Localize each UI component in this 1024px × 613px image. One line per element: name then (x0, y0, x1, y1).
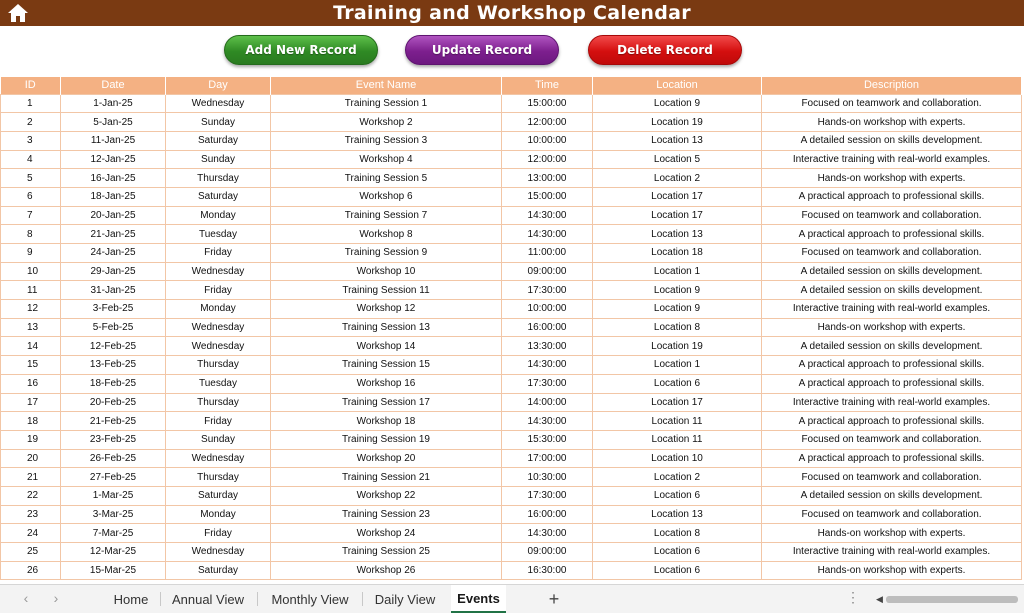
cell-time[interactable]: 15:00:00 (502, 94, 593, 113)
cell-event-name[interactable]: Workshop 14 (271, 337, 502, 356)
cell-location[interactable]: Location 8 (593, 524, 762, 543)
cell-date[interactable]: 5-Jan-25 (61, 113, 166, 132)
cell-description[interactable]: A detailed session on skills development. (762, 262, 1022, 281)
cell-event-name[interactable]: Training Session 13 (271, 318, 502, 337)
cell-location[interactable]: Location 10 (593, 449, 762, 468)
table-row[interactable] (1, 468, 1022, 487)
cell-day[interactable]: Thursday (166, 468, 271, 487)
cell-time[interactable]: 17:30:00 (502, 281, 593, 300)
cell-description[interactable]: Interactive training with real-world examples. (762, 300, 1022, 319)
cell-date[interactable]: 24-Jan-25 (61, 244, 166, 263)
cell-time[interactable]: 17:30:00 (502, 486, 593, 505)
cell-day[interactable]: Monday (166, 505, 271, 524)
cell-event-name[interactable]: Workshop 8 (271, 225, 502, 244)
cell-day[interactable]: Sunday (166, 150, 271, 169)
cell-location[interactable]: Location 13 (593, 131, 762, 150)
cell-date[interactable]: 3-Feb-25 (61, 300, 166, 319)
column-header-time[interactable]: Time (502, 77, 593, 94)
cell-location[interactable]: Location 17 (593, 206, 762, 225)
cell-event-name[interactable]: Training Session 1 (271, 94, 502, 113)
cell-time[interactable]: 11:00:00 (502, 244, 593, 263)
cell-id[interactable]: 12 (1, 300, 61, 319)
cell-day[interactable]: Tuesday (166, 374, 271, 393)
cell-id[interactable]: 22 (1, 486, 61, 505)
cell-day[interactable]: Thursday (166, 393, 271, 412)
cell-time[interactable]: 12:00:00 (502, 150, 593, 169)
cell-location[interactable]: Location 1 (593, 262, 762, 281)
sheet-tab-daily-view[interactable]: Daily View (374, 591, 436, 607)
plus-icon[interactable]: + (548, 588, 560, 609)
table-row[interactable] (1, 393, 1022, 412)
cell-time[interactable]: 14:00:00 (502, 393, 593, 412)
cell-event-name[interactable]: Training Session 15 (271, 356, 502, 375)
table-row[interactable] (1, 187, 1022, 206)
cell-event-name[interactable]: Workshop 24 (271, 524, 502, 543)
cell-date[interactable]: 12-Jan-25 (61, 150, 166, 169)
cell-time[interactable]: 15:00:00 (502, 187, 593, 206)
next-sheet-arrow-icon[interactable]: › (53, 590, 59, 606)
cell-description[interactable]: Interactive training with real-world examples. (762, 150, 1022, 169)
horizontal-scrollbar[interactable] (876, 594, 1020, 604)
table-row[interactable] (1, 262, 1022, 281)
cell-id[interactable]: 13 (1, 318, 61, 337)
cell-date[interactable]: 7-Mar-25 (61, 524, 166, 543)
cell-location[interactable]: Location 17 (593, 393, 762, 412)
cell-id[interactable]: 17 (1, 393, 61, 412)
cell-description[interactable]: Interactive training with real-world examples. (762, 393, 1022, 412)
cell-id[interactable]: 8 (1, 225, 61, 244)
page-title: Training and Workshop Calendar (333, 2, 691, 24)
table-row[interactable] (1, 150, 1022, 169)
cell-event-name[interactable]: Workshop 26 (271, 561, 502, 580)
sheet-tab-annual-view[interactable]: Annual View (171, 591, 245, 607)
cell-time[interactable]: 16:00:00 (502, 318, 593, 337)
cell-location[interactable]: Location 13 (593, 225, 762, 244)
cell-time[interactable]: 16:30:00 (502, 561, 593, 580)
cell-id[interactable]: 18 (1, 412, 61, 431)
cell-description[interactable]: A practical approach to professional skills. (762, 187, 1022, 206)
cell-time[interactable]: 14:30:00 (502, 524, 593, 543)
cell-id[interactable]: 16 (1, 374, 61, 393)
more-options-icon[interactable]: ⋮ (846, 589, 860, 605)
cell-time[interactable]: 12:00:00 (502, 113, 593, 132)
table-row[interactable] (1, 337, 1022, 356)
cell-id[interactable]: 1 (1, 94, 61, 113)
cell-date[interactable]: 12-Mar-25 (61, 543, 166, 562)
cell-date[interactable]: 21-Jan-25 (61, 225, 166, 244)
table-row[interactable] (1, 131, 1022, 150)
table-row[interactable] (1, 225, 1022, 244)
cell-location[interactable]: Location 2 (593, 468, 762, 487)
cell-date[interactable]: 12-Feb-25 (61, 337, 166, 356)
cell-date[interactable]: 5-Feb-25 (61, 318, 166, 337)
table-row[interactable] (1, 300, 1022, 319)
events-table-area (0, 77, 1024, 583)
cell-event-name[interactable]: Training Session 23 (271, 505, 502, 524)
table-row[interactable] (1, 318, 1022, 337)
cell-day[interactable]: Sunday (166, 113, 271, 132)
column-header-date[interactable]: Date (61, 77, 166, 94)
cell-event-name[interactable]: Training Session 19 (271, 430, 502, 449)
cell-event-name[interactable]: Workshop 20 (271, 449, 502, 468)
cell-event-name[interactable]: Workshop 6 (271, 187, 502, 206)
cell-date[interactable]: 1-Jan-25 (61, 94, 166, 113)
cell-day[interactable]: Saturday (166, 131, 271, 150)
cell-description[interactable]: A practical approach to professional skills. (762, 225, 1022, 244)
cell-time[interactable]: 17:00:00 (502, 449, 593, 468)
cell-time[interactable]: 09:00:00 (502, 262, 593, 281)
cell-event-name[interactable]: Workshop 10 (271, 262, 502, 281)
cell-id[interactable]: 10 (1, 262, 61, 281)
tab-divider (160, 592, 161, 606)
cell-time[interactable]: 15:30:00 (502, 430, 593, 449)
cell-location[interactable]: Location 6 (593, 561, 762, 580)
cell-event-name[interactable]: Workshop 16 (271, 374, 502, 393)
sheet-tab-home[interactable]: Home (113, 591, 149, 607)
cell-date[interactable]: 20-Jan-25 (61, 206, 166, 225)
cell-location[interactable]: Location 18 (593, 244, 762, 263)
table-row[interactable] (1, 430, 1022, 449)
table-row[interactable] (1, 94, 1022, 113)
cell-time[interactable]: 13:00:00 (502, 169, 593, 188)
cell-time[interactable]: 13:30:00 (502, 337, 593, 356)
cell-description[interactable]: A detailed session on skills development. (762, 337, 1022, 356)
cell-id[interactable]: 7 (1, 206, 61, 225)
cell-time[interactable]: 14:30:00 (502, 412, 593, 431)
table-row[interactable] (1, 412, 1022, 431)
cell-date[interactable]: 27-Feb-25 (61, 468, 166, 487)
cell-time[interactable]: 14:30:00 (502, 206, 593, 225)
title-bar (0, 0, 1024, 26)
cell-date[interactable]: 3-Mar-25 (61, 505, 166, 524)
cell-day[interactable]: Thursday (166, 169, 271, 188)
cell-event-name[interactable]: Training Session 17 (271, 393, 502, 412)
cell-day[interactable]: Monday (166, 300, 271, 319)
cell-date[interactable]: 29-Jan-25 (61, 262, 166, 281)
cell-description[interactable]: A practical approach to professional skills. (762, 449, 1022, 468)
cell-time[interactable]: 17:30:00 (502, 374, 593, 393)
cell-date[interactable]: 13-Feb-25 (61, 356, 166, 375)
cell-id[interactable]: 3 (1, 131, 61, 150)
cell-date[interactable]: 15-Mar-25 (61, 561, 166, 580)
cell-id[interactable]: 15 (1, 356, 61, 375)
update-record-button[interactable]: Update Record (405, 35, 559, 65)
cell-location[interactable]: Location 11 (593, 430, 762, 449)
column-header-event-name[interactable]: Event Name (271, 77, 502, 94)
cell-id[interactable]: 23 (1, 505, 61, 524)
cell-description[interactable]: A practical approach to professional skills. (762, 356, 1022, 375)
cell-location[interactable]: Location 13 (593, 505, 762, 524)
cell-location[interactable]: Location 9 (593, 300, 762, 319)
cell-id[interactable]: 19 (1, 430, 61, 449)
table-row[interactable] (1, 356, 1022, 375)
cell-day[interactable]: Friday (166, 244, 271, 263)
cell-id[interactable]: 9 (1, 244, 61, 263)
sheet-tab-bar (0, 584, 1024, 613)
sheet-tab-monthly-view[interactable]: Monthly View (271, 591, 349, 607)
cell-id[interactable]: 24 (1, 524, 61, 543)
table-row[interactable] (1, 169, 1022, 188)
cell-date[interactable]: 18-Jan-25 (61, 187, 166, 206)
cell-id[interactable]: 21 (1, 468, 61, 487)
events-table (0, 77, 1022, 580)
cell-description[interactable]: Focused on teamwork and collaboration. (762, 468, 1022, 487)
cell-event-name[interactable]: Training Session 21 (271, 468, 502, 487)
cell-time[interactable]: 10:00:00 (502, 300, 593, 319)
cell-description[interactable]: A detailed session on skills development. (762, 281, 1022, 300)
delete-record-button[interactable]: Delete Record (588, 35, 742, 65)
table-body (1, 94, 1022, 580)
cell-description[interactable]: Hands-on workshop with experts. (762, 318, 1022, 337)
cell-id[interactable]: 20 (1, 449, 61, 468)
cell-id[interactable]: 11 (1, 281, 61, 300)
scrollbar-thumb[interactable] (886, 596, 1018, 603)
cell-location[interactable]: Location 11 (593, 412, 762, 431)
cell-description[interactable]: Focused on teamwork and collaboration. (762, 505, 1022, 524)
cell-day[interactable]: Wednesday (166, 449, 271, 468)
cell-time[interactable]: 09:00:00 (502, 543, 593, 562)
cell-day[interactable]: Saturday (166, 561, 271, 580)
cell-event-name[interactable]: Workshop 4 (271, 150, 502, 169)
cell-description[interactable]: Focused on teamwork and collaboration. (762, 244, 1022, 263)
cell-event-name[interactable]: Training Session 3 (271, 131, 502, 150)
cell-day[interactable]: Friday (166, 281, 271, 300)
table-row[interactable] (1, 244, 1022, 263)
cell-date[interactable]: 21-Feb-25 (61, 412, 166, 431)
cell-time[interactable]: 10:00:00 (502, 131, 593, 150)
cell-date[interactable]: 18-Feb-25 (61, 374, 166, 393)
cell-event-name[interactable]: Training Session 5 (271, 169, 502, 188)
cell-day[interactable]: Friday (166, 412, 271, 431)
cell-id[interactable]: 25 (1, 543, 61, 562)
column-header-description[interactable]: Description (762, 77, 1022, 94)
cell-location[interactable]: Location 5 (593, 150, 762, 169)
cell-description[interactable]: Focused on teamwork and collaboration. (762, 206, 1022, 225)
cell-time[interactable]: 14:30:00 (502, 356, 593, 375)
cell-location[interactable]: Location 6 (593, 486, 762, 505)
cell-id[interactable]: 26 (1, 561, 61, 580)
cell-date[interactable]: 20-Feb-25 (61, 393, 166, 412)
cell-description[interactable]: Focused on teamwork and collaboration. (762, 94, 1022, 113)
cell-time[interactable]: 14:30:00 (502, 225, 593, 244)
cell-location[interactable]: Location 2 (593, 169, 762, 188)
cell-day[interactable]: Monday (166, 206, 271, 225)
table-row[interactable] (1, 113, 1022, 132)
home-icon (7, 3, 29, 23)
cell-description[interactable]: A detailed session on skills development. (762, 486, 1022, 505)
cell-location[interactable]: Location 6 (593, 543, 762, 562)
prev-sheet-arrow-icon[interactable]: ‹ (23, 590, 29, 606)
cell-event-name[interactable]: Training Session 9 (271, 244, 502, 263)
cell-location[interactable]: Location 19 (593, 337, 762, 356)
cell-day[interactable]: Friday (166, 524, 271, 543)
cell-id[interactable]: 4 (1, 150, 61, 169)
table-row[interactable] (1, 281, 1022, 300)
cell-day[interactable]: Wednesday (166, 262, 271, 281)
table-row[interactable] (1, 449, 1022, 468)
table-row[interactable] (1, 486, 1022, 505)
cell-date[interactable]: 1-Mar-25 (61, 486, 166, 505)
cell-day[interactable]: Wednesday (166, 337, 271, 356)
cell-day[interactable]: Sunday (166, 430, 271, 449)
cell-location[interactable]: Location 19 (593, 113, 762, 132)
cell-time[interactable]: 16:00:00 (502, 505, 593, 524)
cell-event-name[interactable]: Workshop 22 (271, 486, 502, 505)
cell-description[interactable]: Hands-on workshop with experts. (762, 113, 1022, 132)
cell-id[interactable]: 2 (1, 113, 61, 132)
cell-description[interactable]: Hands-on workshop with experts. (762, 561, 1022, 580)
cell-event-name[interactable]: Training Session 11 (271, 281, 502, 300)
add-new-record-button[interactable]: Add New Record (224, 35, 378, 65)
cell-day[interactable]: Wednesday (166, 318, 271, 337)
cell-date[interactable]: 26-Feb-25 (61, 449, 166, 468)
tab-divider (362, 592, 363, 606)
cell-day[interactable]: Thursday (166, 356, 271, 375)
home-button[interactable] (5, 2, 31, 24)
cell-location[interactable]: Location 9 (593, 281, 762, 300)
cell-event-name[interactable]: Workshop 2 (271, 113, 502, 132)
cell-location[interactable]: Location 17 (593, 187, 762, 206)
table-row[interactable] (1, 524, 1022, 543)
cell-date[interactable]: 31-Jan-25 (61, 281, 166, 300)
cell-id[interactable]: 14 (1, 337, 61, 356)
column-header-day[interactable]: Day (166, 77, 271, 94)
column-header-id[interactable]: ID (1, 77, 61, 94)
cell-event-name[interactable]: Training Session 7 (271, 206, 502, 225)
cell-location[interactable]: Location 1 (593, 356, 762, 375)
cell-event-name[interactable]: Workshop 12 (271, 300, 502, 319)
cell-description[interactable]: Hands-on workshop with experts. (762, 169, 1022, 188)
cell-day[interactable]: Wednesday (166, 543, 271, 562)
cell-description[interactable]: Hands-on workshop with experts. (762, 524, 1022, 543)
table-row[interactable] (1, 561, 1022, 580)
scroll-left-arrow-icon[interactable]: ◀ (876, 594, 883, 604)
cell-description[interactable]: A detailed session on skills development. (762, 131, 1022, 150)
cell-description[interactable]: A practical approach to professional skills. (762, 412, 1022, 431)
table-row[interactable] (1, 543, 1022, 562)
cell-event-name[interactable]: Training Session 25 (271, 543, 502, 562)
table-row[interactable] (1, 505, 1022, 524)
action-buttons (0, 35, 1024, 65)
cell-description[interactable]: A practical approach to professional skills. (762, 374, 1022, 393)
cell-date[interactable]: 16-Jan-25 (61, 169, 166, 188)
cell-description[interactable]: Focused on teamwork and collaboration. (762, 430, 1022, 449)
column-header-location[interactable]: Location (593, 77, 762, 94)
cell-location[interactable]: Location 8 (593, 318, 762, 337)
cell-location[interactable]: Location 6 (593, 374, 762, 393)
sheet-tab-events[interactable]: Events (451, 585, 506, 613)
cell-id[interactable]: 6 (1, 187, 61, 206)
cell-date[interactable]: 11-Jan-25 (61, 131, 166, 150)
cell-location[interactable]: Location 9 (593, 94, 762, 113)
cell-id[interactable]: 5 (1, 169, 61, 188)
cell-time[interactable]: 10:30:00 (502, 468, 593, 487)
cell-day[interactable]: Tuesday (166, 225, 271, 244)
cell-day[interactable]: Wednesday (166, 94, 271, 113)
table-header-row (1, 77, 1022, 94)
table-row[interactable] (1, 206, 1022, 225)
tab-divider (257, 592, 258, 606)
cell-description[interactable]: Interactive training with real-world examples. (762, 543, 1022, 562)
cell-day[interactable]: Saturday (166, 486, 271, 505)
cell-event-name[interactable]: Workshop 18 (271, 412, 502, 431)
cell-date[interactable]: 23-Feb-25 (61, 430, 166, 449)
cell-day[interactable]: Saturday (166, 187, 271, 206)
table-row[interactable] (1, 374, 1022, 393)
